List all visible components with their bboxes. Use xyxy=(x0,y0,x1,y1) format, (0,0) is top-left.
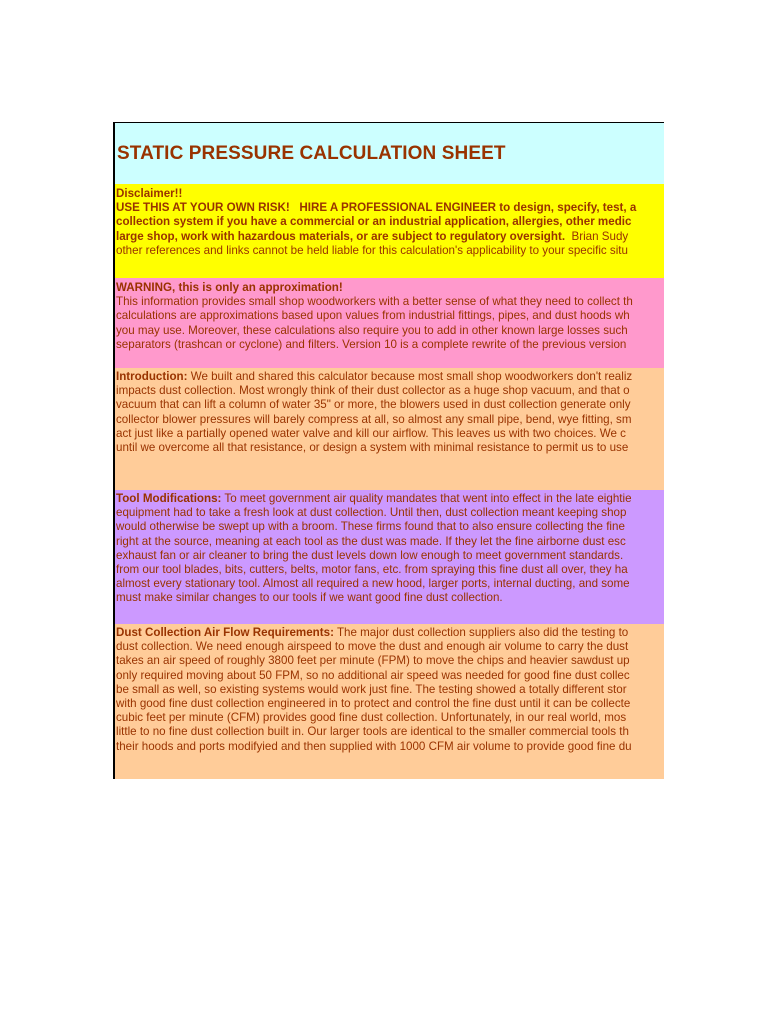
tool-modifications-line: almost every stationary tool. Almost all required a new hood, larger ports, internal ducting, and some xyxy=(116,577,630,591)
disclaimer-line: collection system if you have a commercial or an industrial application, allergies, other medic xyxy=(116,215,632,229)
tool-modifications-line: right at the source, meaning at each tool as the dust was made. If they let the fine airborne dust esc xyxy=(116,534,626,548)
warning-line: This information provides small shop woodworkers with a better sense of what they need to collect th xyxy=(116,295,633,309)
air-flow-line: with good fine dust collection engineered in to protect and control the fine dust until it can be collecte xyxy=(116,696,631,710)
introduction-first-text: We built and shared this calculator because most small shop woodworkers don't realiz xyxy=(187,370,633,383)
disclaimer-line: other references and links cannot be held liable for this calculation's applicability to your specific situ xyxy=(116,243,628,257)
disclaimer-author-text: Brian Sudy xyxy=(565,229,629,243)
air-flow-line: only required moving about 50 FPM, so no additional air speed was needed for good fine dust collec xyxy=(116,668,630,682)
air-flow-line: takes an air speed of roughly 3800 feet per minute (FPM) to move the chips and heavier sawdust up xyxy=(116,654,630,668)
warning-heading: WARNING, this is only an approximation! xyxy=(116,281,343,294)
disclaimer-bold-text: large shop, work with hazardous materials, or are subject to regulatory oversight. xyxy=(116,229,566,243)
title-row xyxy=(115,123,664,184)
air-flow-first-text: The major dust collection suppliers also did the testing to xyxy=(333,626,629,639)
tool-modifications-section xyxy=(115,490,664,624)
disclaimer-line xyxy=(116,230,636,244)
tool-modifications-line xyxy=(116,492,632,506)
warning-section xyxy=(115,278,664,368)
warning-line: you may use. Moreover, these calculations also require you to add in other known large losses such xyxy=(116,323,628,337)
tool-modifications-label: Tool Modifications: xyxy=(116,492,222,505)
air-flow-line: their hoods and ports modifyied and then supplied with 1000 CFM air volume to provide good fine du xyxy=(116,739,632,753)
introduction-line: act just like a partially opened water valve and kill our airflow. This leaves us with two choices. We c xyxy=(116,426,626,440)
air-flow-line xyxy=(116,626,632,640)
disclaimer-line: USE THIS AT YOUR OWN RISK! HIRE A PROFESSIONAL ENGINEER to design, specify, test, a xyxy=(116,201,637,215)
page-title: STATIC PRESSURE CALCULATION SHEET xyxy=(117,143,506,164)
air-flow-requirements-section xyxy=(115,624,664,779)
air-flow-line: dust collection. We need enough airspeed to move the dust and enough air volume to carry the dust xyxy=(116,640,629,654)
warning-line: calculations are approximations based upon values from industrial fittings, pipes, and dust hoods wh xyxy=(116,309,630,323)
introduction-label: Introduction: xyxy=(116,370,188,383)
tool-modifications-line: from our tool blades, bits, cutters, belts, motor fans, etc. from spraying this fine dust all over, they ha xyxy=(116,562,628,576)
spreadsheet-page xyxy=(113,122,664,779)
air-flow-line: little to no fine dust collection built in. Our larger tools are identical to the smaller commercial tools th xyxy=(116,725,629,739)
introduction-section xyxy=(115,368,664,490)
introduction-line: vacuum that can lift a column of water 35" or more, the blowers used in dust collection generate only xyxy=(116,398,631,412)
disclaimer-heading: Disclaimer!! xyxy=(116,187,183,200)
tool-modifications-line: equipment had to take a fresh look at dust collection. Until then, dust collection meant keeping shop xyxy=(116,506,627,520)
introduction-line: impacts dust collection. Most wrongly think of their dust collector as a huge shop vacuum, and that o xyxy=(116,384,630,398)
introduction-line: collector blower pressures will barely compress at all, so almost any small pipe, bend, wye fitting, sm xyxy=(116,412,632,426)
disclaimer-section xyxy=(115,184,664,278)
air-flow-label: Dust Collection Air Flow Requirements: xyxy=(116,626,334,639)
introduction-line xyxy=(116,370,632,384)
tool-modifications-line: must make similar changes to our tools if we want good fine dust collection. xyxy=(116,591,503,605)
tool-modifications-first-text: To meet government air quality mandates that went into effect in the late eightie xyxy=(221,492,632,505)
air-flow-line: be small as well, so existing systems would work just fine. The testing showed a totally different stor xyxy=(116,682,627,696)
tool-modifications-line: would otherwise be swept up with a broom. These firms found that to also ensure collecting the fine xyxy=(116,520,625,534)
introduction-line: until we overcome all that resistance, or design a system with minimal resistance to permit us to use xyxy=(116,440,629,454)
tool-modifications-line: exhaust fan or air cleaner to bring the dust levels down low enough to meet government standards. xyxy=(116,548,624,562)
air-flow-line: cubic feet per minute (CFM) provides good fine dust collection. Unfortunately, in our real world, mos xyxy=(116,711,627,725)
warning-line: separators (trashcan or cyclone) and filters. Version 10 is a complete rewrite of the previous version xyxy=(116,337,627,351)
